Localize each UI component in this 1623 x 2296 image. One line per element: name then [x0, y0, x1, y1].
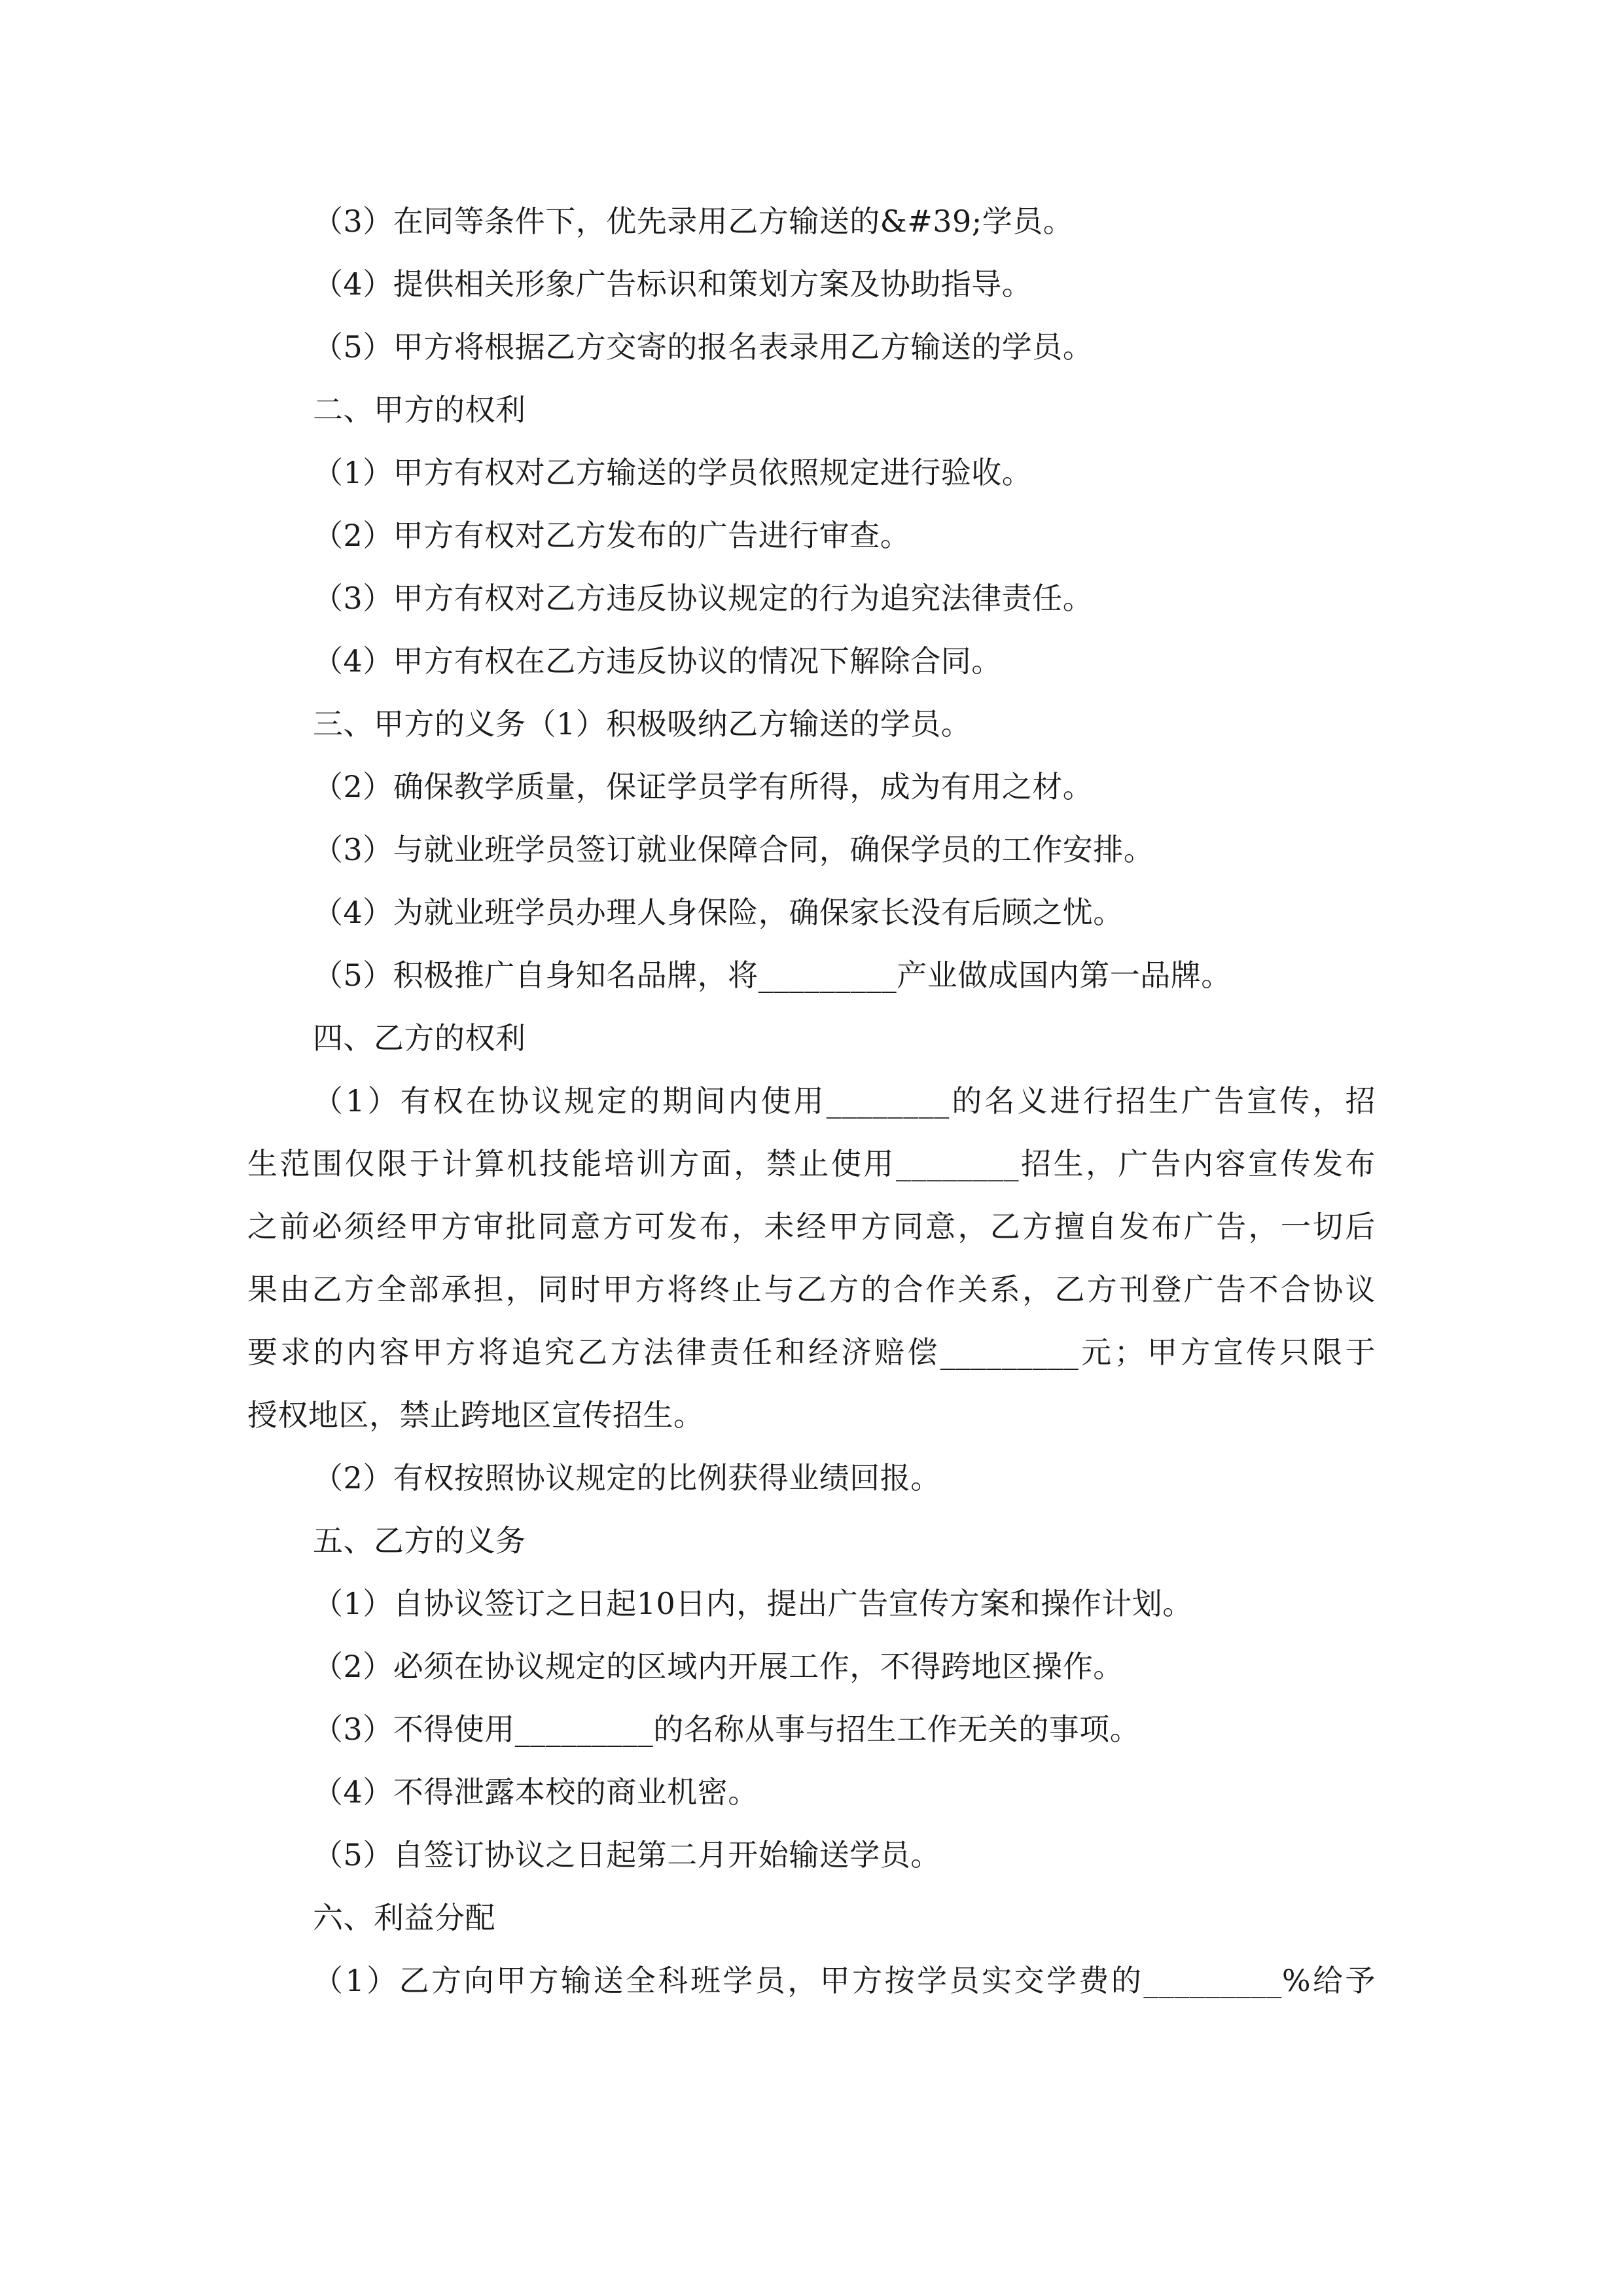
clause-a-3: （3）在同等条件下，优先录用乙方输送的&#39;学员。	[313, 204, 1074, 239]
clause-e-5: （5）自签订协议之日起第二月开始输送学员。	[313, 1837, 941, 1873]
clause-d-1-line-1: （1）有权在协议规定的期间内使用________的名义进行招生广告宣传，招	[313, 1083, 1376, 1119]
clause-d-1-line-4: 果由乙方全部承担，同时甲方将终止与乙方的合作关系，乙方刊登广告不合协议	[247, 1272, 1376, 1307]
clause-e-3: （3）不得使用_________的名称从事与招生工作无关的事项。	[313, 1712, 1141, 1747]
section-heading-party-b-rights: 四、乙方的权利	[313, 1020, 526, 1056]
section-heading-party-a-rights: 二、甲方的权利	[313, 392, 526, 427]
clause-e-2: （2）必须在协议规定的区域内开展工作，不得跨地区操作。	[313, 1649, 1124, 1684]
clause-d-2: （2）有权按照协议规定的比例获得业绩回报。	[313, 1460, 941, 1496]
clause-d-1-line-5: 要求的内容甲方将追究乙方法律责任和经济赔偿_________元；甲方宣传只限于	[247, 1335, 1376, 1370]
clause-b-4: （4）甲方有权在乙方违反协议的情况下解除合同。	[313, 643, 1002, 679]
clause-e-1: （1）自协议签订之日起10日内，提出广告宣传方案和操作计划。	[313, 1586, 1193, 1621]
section-heading-party-b-obligations: 五、乙方的义务	[313, 1523, 526, 1558]
document-body	[247, 190, 1376, 2012]
clause-e-4: （4）不得泄露本校的商业机密。	[313, 1774, 758, 1810]
clause-f-1: （1）乙方向甲方输送全科班学员，甲方按学员实交学费的_________%给予	[313, 1963, 1376, 1998]
clause-d-1-line-6: 授权地区，禁止跨地区宣传招生。	[247, 1397, 704, 1433]
clause-d-1-line-2: 生范围仅限于计算机技能培训方面，禁止使用________招生，广告内容宣传发布	[247, 1146, 1376, 1181]
section-heading-party-a-obligations: 三、甲方的义务（1）积极吸纳乙方输送的学员。	[313, 706, 972, 742]
clause-c-4: （4）为就业班学员办理人身保险，确保家长没有后顾之忧。	[313, 895, 1124, 930]
clause-d-1-line-3: 之前必须经甲方审批同意方可发布，未经甲方同意，乙方擅自发布广告，一切后	[247, 1209, 1376, 1244]
clause-c-2: （2）确保教学质量，保证学员学有所得，成为有用之材。	[313, 769, 1094, 804]
clause-c-3: （3）与就业班学员签订就业保障合同，确保学员的工作安排。	[313, 832, 1154, 867]
clause-b-2: （2）甲方有权对乙方发布的广告进行审查。	[313, 518, 911, 553]
clause-c-5: （5）积极推广自身知名品牌，将_________产业做成国内第一品牌。	[313, 958, 1232, 993]
clause-a-5: （5）甲方将根据乙方交寄的报名表录用乙方输送的学员。	[313, 329, 1094, 365]
section-heading-profit-distribution: 六、利益分配	[313, 1900, 495, 1935]
clause-b-3: （3）甲方有权对乙方违反协议规定的行为追究法律责任。	[313, 581, 1094, 616]
clause-b-1: （1）甲方有权对乙方输送的学员依照规定进行验收。	[313, 455, 1033, 490]
clause-a-4: （4）提供相关形象广告标识和策划方案及协助指导。	[313, 266, 1033, 302]
